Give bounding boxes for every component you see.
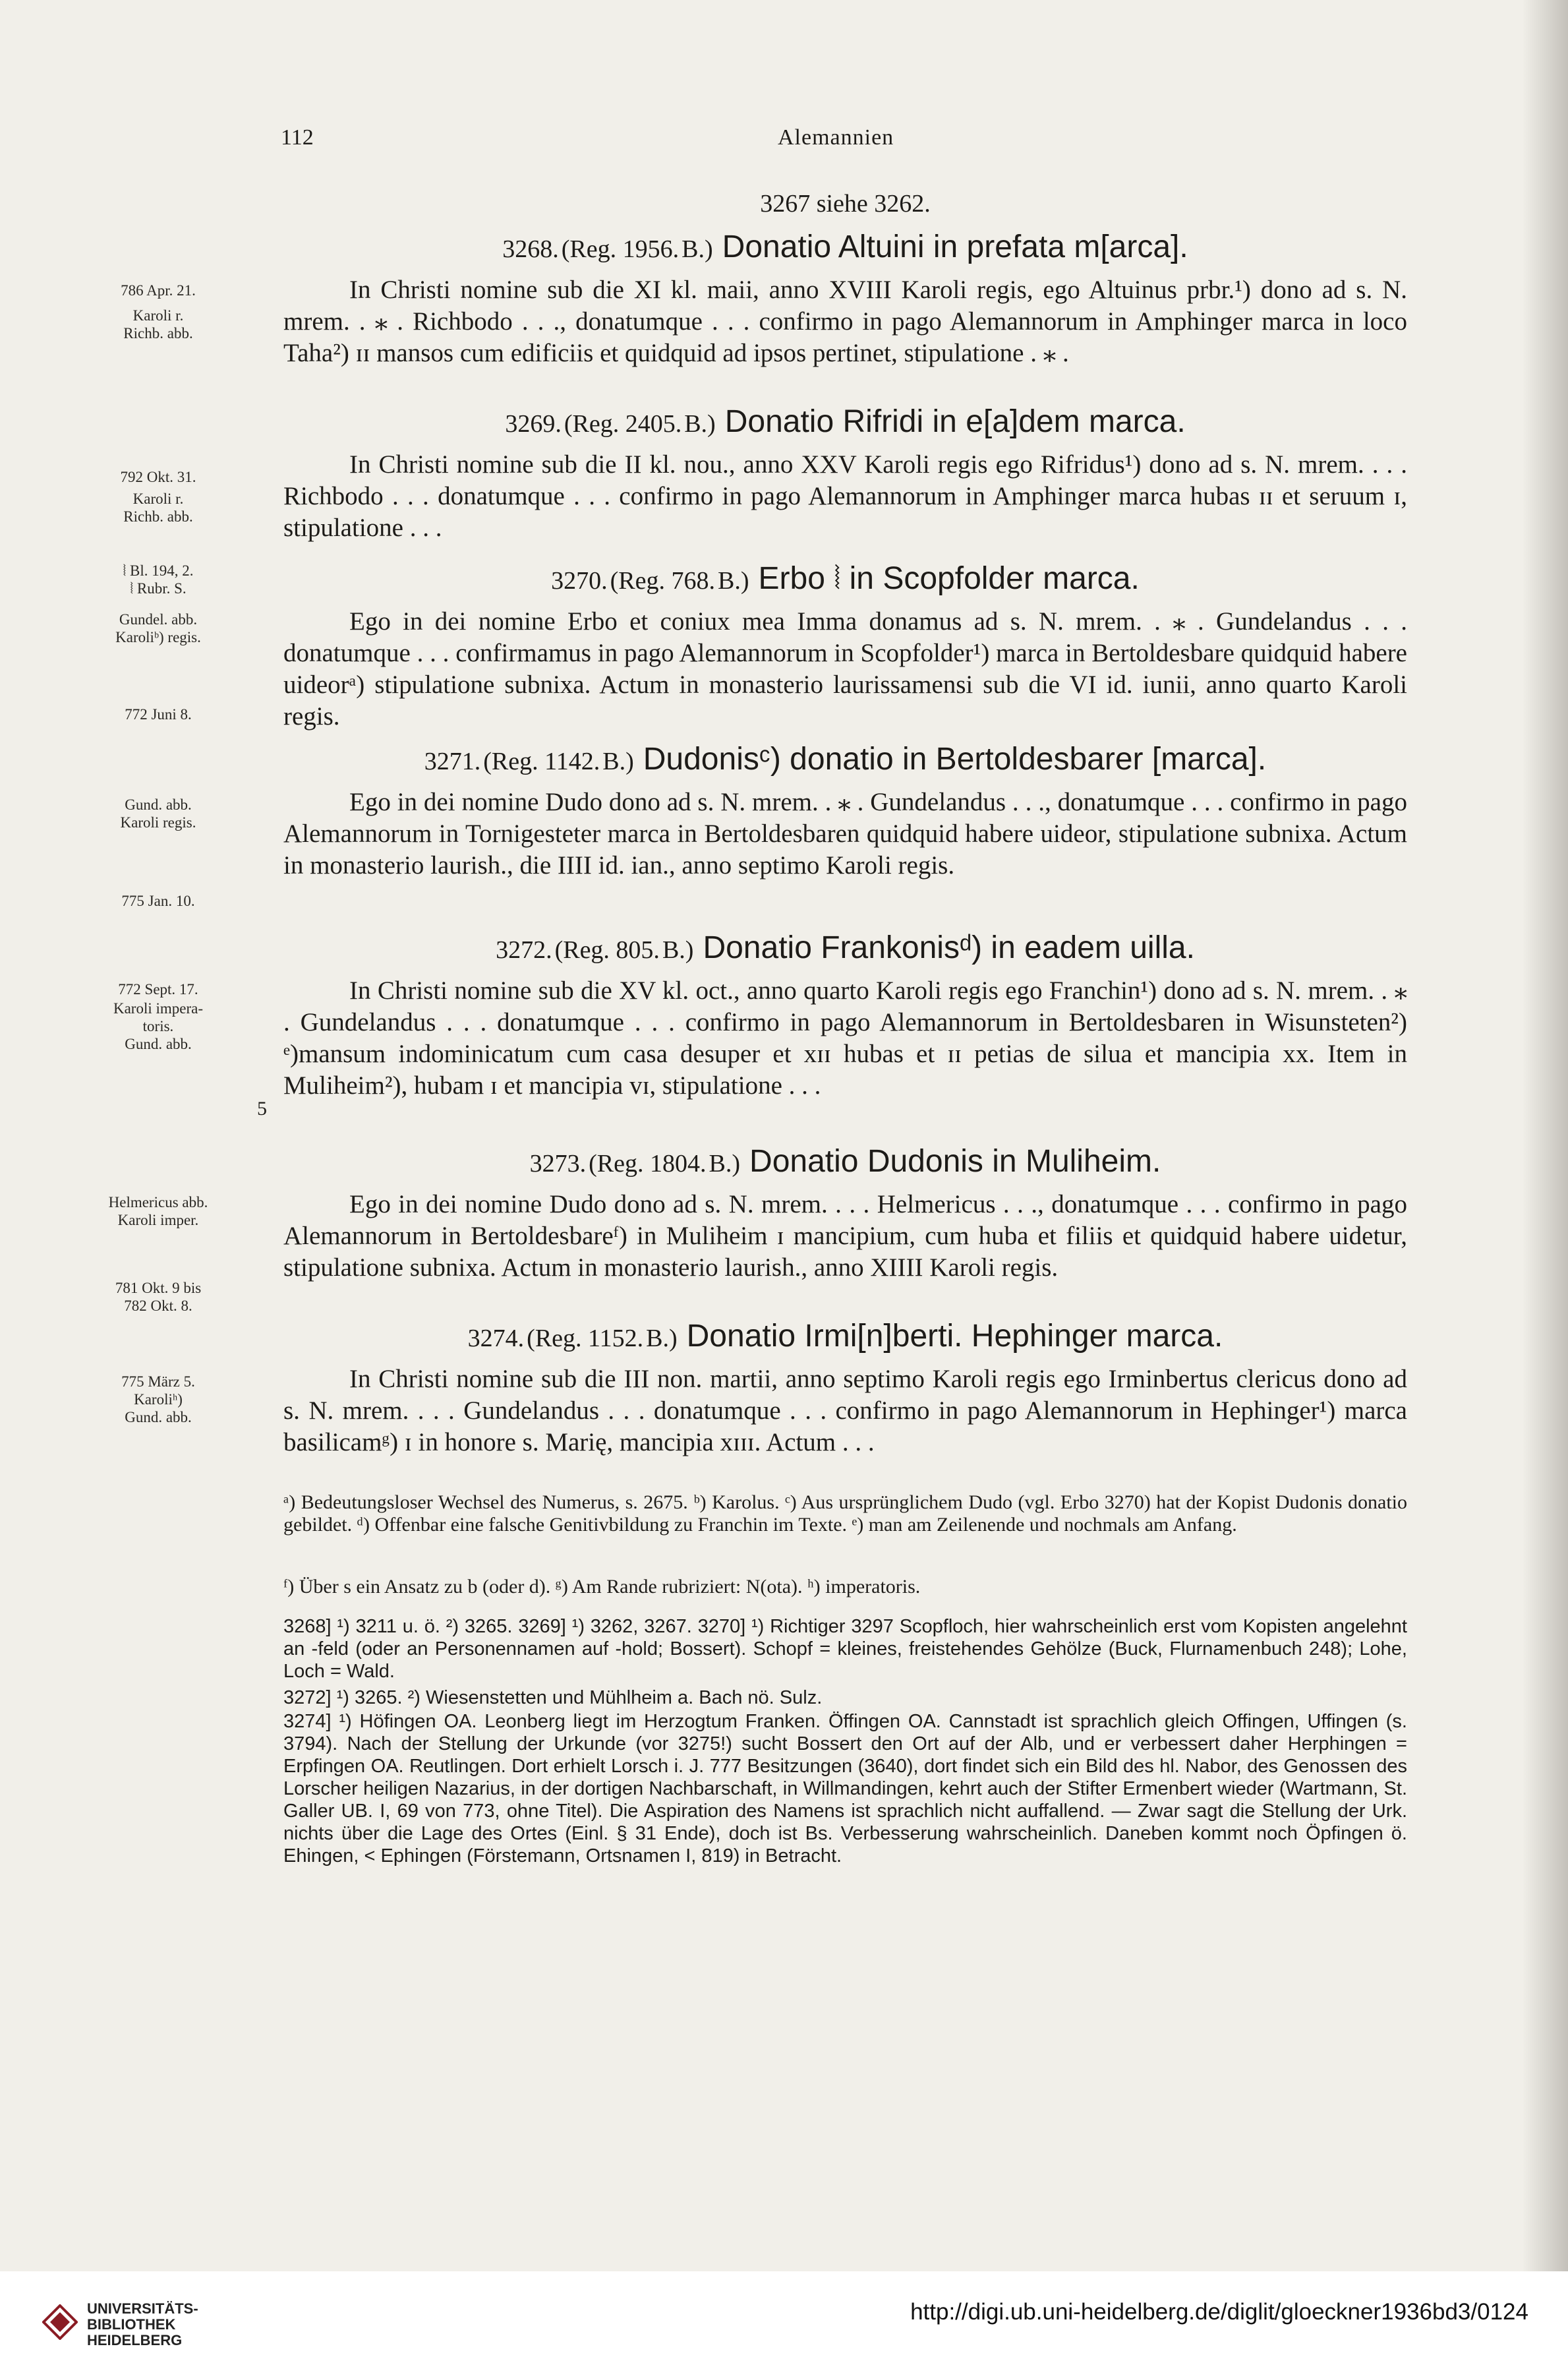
margin-note: 792 Okt. 31.: [120, 469, 196, 485]
entry-3272: [283, 928, 1407, 1102]
cross-reference: 3267 siehe 3262.: [760, 190, 931, 218]
commentary-block: 3274] ¹) Höfingen OA. Leonberg liegt im Herzogtum Franken. Öffingen OA. Cannstadt ist sprachlich gleich Offingen, Uffingen (s. 3794). Nach der Stellung der Urkunde (vor 3275!) sucht Bossert den Ort auf der Alb, und er verbessert daher Herphingen = Erpfingen OA. Reutlingen. Dort erhielt Lorsch i. J. 777 Besitzungen (3640), dort findet sich ein Bild des hl. Nabor, des Genossen des Lorscher heiligen Nazarius, in der dortigen Nachbarschaft, in Willmandingen, kehrt auch der Stifter Ermenbert wieder (Wartmann, St. Galler UB. I, 69 von 773, ohne Titel). Die Aspiration des Namens ist sprachlich nicht auffallend. — Zwar sagt die Stellung der Urk. nichts über die Lage des Ortes (Einl. § 31 Ende), doch ist Bs. Verbesserung wahrscheinlich. Daneben kommt noch Öpfingen ö. Ehingen, < Ephingen (Förstemann, Ortsnamen I, 819) in Betracht.: [283, 1711, 1407, 1866]
entry-3269: [283, 402, 1407, 544]
margin-note: ⦚ Rubr. S.: [130, 580, 187, 597]
entry-text: In Christi nomine sub die III non. martii, anno septimo Karoli regis ego Irminbertus clericus dono ad s. N. mrem. . . . Gundelandus . . . donatumque . . . confirmo in pago Alemannorum in Hephinger¹) marca basilicamᵍ) ɪ in honore s. Marię, mancipia xɪɪɪ. Actum . . .: [283, 1365, 1407, 1456]
margin-note: toris.: [142, 1018, 174, 1034]
entry-heading: 3268. (Reg. 1956. B.) Donatio Altuini in prefata m[arca].: [502, 229, 1188, 264]
entry-text: In Christi nomine sub die XV kl. oct., anno quarto Karoli regis ego Franchin¹) dono ad s. N. mrem. . ⁎ . Gundelandus . . . donatumque . . . confirmo in pago Alemannorum in Bertoldesbaren in Wisunsteten²) ᵉ)mansum indominicatum cum casa desuper et xɪɪ hubas et ɪɪ petias de silua et mancipia xx. Item in Muliheim²), hubam ɪ et mancipia vɪ, stipulatione . . .: [283, 976, 1407, 1100]
footnote-block: ᵃ) Bedeutungsloser Wechsel des Numerus, s. 2675. ᵇ) Karolus. ᶜ) Aus ursprünglichem Dudo (vgl. Erbo 3270) hat der Kopist Dudonis donatio gebildet. ᵈ) Offenbar eine falsche Genitivbildung zu Franchin im Texte. ᵉ) man am Zeilenende und nochmals am Anfang.: [283, 1491, 1407, 1536]
margin-note: Karoli r.: [132, 307, 184, 324]
library-name: UNIVERSITÄTS- BIBLIOTHEK HEIDELBERG: [87, 2300, 198, 2348]
line-number-marker: 5: [257, 1098, 267, 1120]
entry-3271: [283, 740, 1407, 881]
margin-note: Karoliʰ): [134, 1391, 183, 1408]
margin-note: Gund. abb.: [125, 796, 192, 813]
margin-note: Karoli r.: [132, 491, 184, 507]
margin-note: Helmericus abb.: [108, 1194, 208, 1210]
entry-text: Ego in dei nomine Dudo dono ad s. N. mrem. . . . Helmericus . . ., donatumque . . . confirmo in pago Alemannorum in Bertoldesbareᶠ) in Muliheim ɪ mancipium, cum huba et filiis et quidquid habere uidetur, stipulatione subnixa. Actum in monasterio laurish., anno XIIII Karoli regis.: [283, 1190, 1407, 1282]
page-edge-shadow: [1522, 0, 1568, 2271]
commentary-block: 3268] ¹) 3211 u. ö. ²) 3265. 3269] ¹) 3262, 3267. 3270] ¹) Richtiger 3297 Scopfloch, hier wahrscheinlich erst vom Kopisten angelehnt an -feld (oder an Personennamen auf -hold; Bossert). Schopf = kleines, freistehendes Gehölze (Buck, Flurnamenbuch 248); Lohe, Loch = Wald.: [283, 1616, 1407, 1682]
entry-3274: [283, 1317, 1407, 1458]
margin-note: 772 Juni 8.: [125, 706, 192, 723]
page-number: 112: [281, 125, 314, 150]
entry-heading: 3274. (Reg. 1152. B.) Donatio Irmi[n]berti. Hephinger marca.: [467, 1319, 1223, 1354]
entry-heading: 3273. (Reg. 1804. B.) Donatio Dudonis in Muliheim.: [529, 1144, 1161, 1179]
margin-note: 782 Okt. 8.: [124, 1298, 192, 1314]
margin-note: Karoli regis.: [120, 814, 196, 831]
entry-heading: 3271. (Reg. 1142. B.) Dudonisᶜ) donatio in Bertoldesbarer [marca].: [424, 742, 1267, 777]
entry-heading: 3269. (Reg. 2405. B.) Donatio Rifridi in e[a]dem marca.: [505, 404, 1186, 439]
library-logo-icon: [42, 2304, 78, 2340]
margin-note: Richb. abb.: [123, 325, 193, 342]
entry-text: Ego in dei nomine Dudo dono ad s. N. mrem. . ⁎ . Gundelandus . . ., donatumque . . . confirmo in pago Alemannorum in Tornigesteter marca in Bertoldesbaren quidquid habere uideor, stipulatione subnixa. Actum in monasterio laurish., die IIII id. ian., anno septimo Karoli regis.: [283, 788, 1407, 880]
entry-text: In Christi nomine sub die II kl. nou., anno XXV Karoli regis ego Rifridus¹) dono ad s. N. mrem. . . . Richbodo . . . donatumque . . . confirmo in pago Alemannorum in Amphinger marca hubas ɪɪ et seruum ɪ, stipulatione . . .: [283, 450, 1407, 542]
entry-heading: 3272. (Reg. 805. B.) Donatio Frankonisᵈ) in eadem uilla.: [496, 930, 1195, 965]
entry-text: Ego in dei nomine Erbo et coniux mea Imma donamus ad s. N. mrem. . ⁎ . Gundelandus . . . donatumque . . . confirmamus in pago Alemannorum in Scopfolder¹) marca in Bertoldesbare quidquid habere uideorᵃ) stipulatione subnixa. Actum in monasterio laurissamensi sub die VI id. iunii, anno quarto Karoli regis.: [283, 607, 1407, 731]
source-url-link[interactable]: http://digi.ub.uni-heidelberg.de/diglit/gloeckner1936bd3/0124: [910, 2299, 1528, 2325]
margin-note: Karoli impera-: [113, 1000, 204, 1017]
margin-note: Karoliᵇ) regis.: [115, 629, 201, 645]
entry-3268: [283, 227, 1407, 369]
margin-note: Gund. abb.: [125, 1409, 192, 1425]
margin-note: 786 Apr. 21.: [121, 282, 196, 299]
margin-note: Karoli imper.: [117, 1212, 199, 1228]
entry-3270: [283, 559, 1407, 732]
margin-note: 775 Jan. 10.: [121, 893, 195, 909]
margin-note: 775 März 5.: [121, 1373, 195, 1390]
margin-note: ⦚ Bl. 194, 2.: [123, 562, 194, 579]
entry-heading: 3270. (Reg. 768. B.) Erbo ⦚ in Scopfolder marca.: [551, 561, 1140, 596]
commentary-block: 3272] ¹) 3265. ²) Wiesenstetten und Mühlheim a. Bach nö. Sulz.: [283, 1687, 823, 1708]
entry-text: In Christi nomine sub die XI kl. maii, anno XVIII Karoli regis, ego Altuinus prbr.¹) dono ad s. N. mrem. . ⁎ . Richbodo . . ., donatumque . . . confirmo in pago Alemannorum in Amphinger marca in loco Taha²) ɪɪ mansos cum edificiis et quidquid ad ipsos pertinet, stipulatione . ⁎ .: [283, 276, 1407, 367]
margin-note: Gund. abb.: [125, 1036, 192, 1052]
margin-note: Richb. abb.: [123, 508, 193, 525]
margin-note: Gundel. abb.: [119, 611, 198, 628]
margin-note: 772 Sept. 17.: [118, 981, 198, 998]
entry-3273: [283, 1142, 1407, 1284]
margin-note: 781 Okt. 9 bis: [115, 1280, 202, 1296]
footnote-block: ᶠ) Über s ein Ansatz zu b (oder d). ᵍ) Am Rande rubriziert: N(ota). ʰ) imperatoris.: [283, 1576, 921, 1598]
running-title: Alemannien: [778, 125, 894, 150]
